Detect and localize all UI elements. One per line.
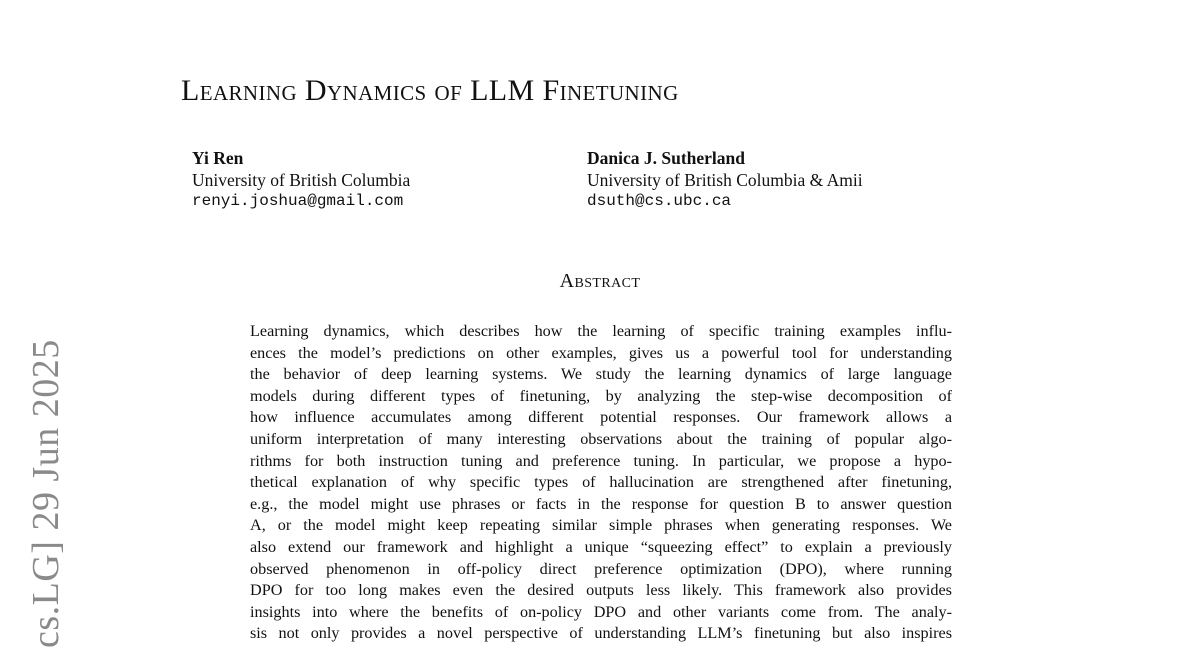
author-email: renyi.joshua@gmail.com: [192, 192, 404, 210]
abstract-line: sis not only provides a novel perspective of understanding LLM’s finetuning but also inspires: [250, 624, 952, 643]
author-name: Yi Ren: [192, 148, 244, 168]
arxiv-stamp: [22, 0, 70, 648]
paper-title: Learning Dynamics of LLM Finetuning: [181, 74, 679, 107]
abstract-body: [250, 321, 952, 645]
abstract-heading: Abstract: [559, 270, 641, 292]
author-email: dsuth@cs.ubc.ca: [587, 192, 732, 210]
abstract-line: observed phenomenon in off-policy direct preference optimization (DPO), where running: [250, 559, 952, 578]
author-name: Danica J. Sutherland: [587, 148, 746, 168]
author-affiliation: University of British Columbia: [192, 169, 411, 190]
abstract-line: A, or the model might keep repeating similar simple phrases when generating responses. We: [250, 516, 952, 535]
abstract-line: DPO for too long makes even the desired outputs less likely. This framework also provides: [250, 581, 952, 600]
abstract-line: rithms for both instruction tuning and preference tuning. In particular, we propose a hypo-: [250, 451, 952, 470]
author-block-2: [587, 148, 863, 213]
abstract-line: ences the model’s predictions on other examples, gives us a powerful tool for understanding: [250, 343, 952, 362]
abstract-line: how influence accumulates among different potential responses. Our framework allows a: [250, 408, 952, 427]
abstract-line: models during different types of finetuning, by analyzing the step-wise decomposition of: [250, 386, 952, 405]
author-affiliation: University of British Columbia & Amii: [587, 169, 863, 190]
arxiv-stamp-text: cs.LG] 29 Jun 2025: [25, 339, 67, 648]
abstract-line: e.g., the model might use phrases or facts in the response for question B to answer question: [250, 494, 952, 513]
abstract-line: insights into where the benefits of on-policy DPO and other variants come from. The analy-: [250, 602, 952, 621]
abstract-line: uniform interpretation of many interesting observations about the training of popular algo-: [250, 429, 952, 448]
author-block-1: [192, 148, 410, 213]
abstract-line: Learning dynamics, which describes how the learning of specific training examples influ-: [250, 322, 952, 340]
abstract-line: also extend our framework and highlight a unique “squeezing effect” to explain a previously: [250, 537, 952, 556]
abstract-line: the behavior of deep learning systems. We study the learning dynamics of large language: [250, 365, 952, 384]
abstract-line: thetical explanation of why specific types of hallucination are strengthened after finetuning,: [250, 473, 952, 492]
